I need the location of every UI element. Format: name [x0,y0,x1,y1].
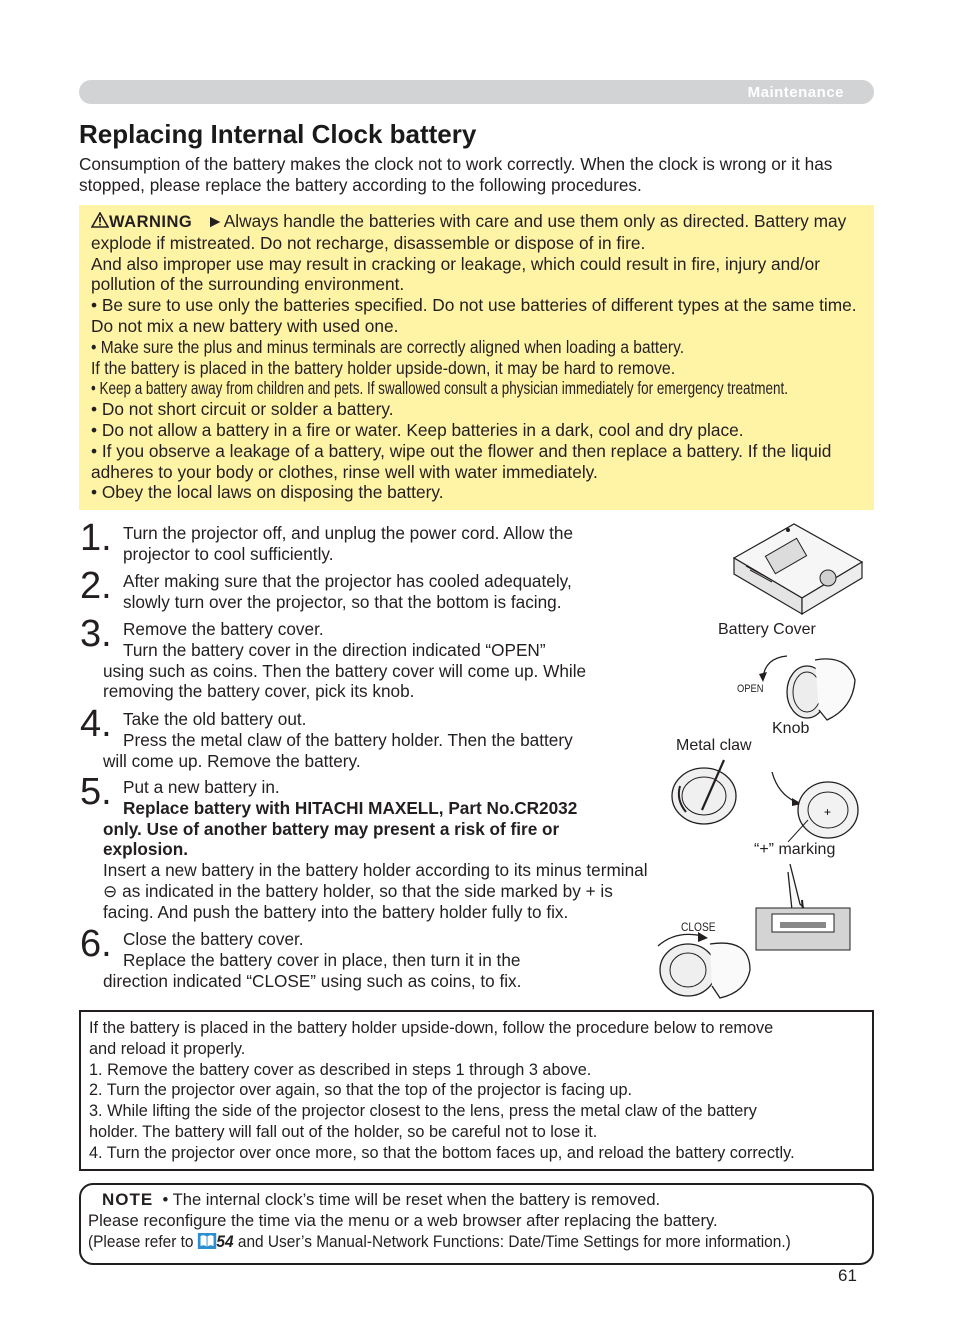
trouble-line-5: 3. While lifting the side of the projector closest to the lens, press the metal claw of the battery [89,1102,757,1121]
step-2-line-1: After making sure that the projector has cooled adequately, [123,571,572,591]
section-label: Maintenance [747,84,844,101]
close-cover-illustration [654,930,756,1000]
metal-claw-illustration [666,756,746,828]
step-4-line-3: will come up. Remove the battery. [103,750,361,771]
warning-text-6: • Keep a battery away from children and pets. If swallowed consult a physician immediately for emergency treatment. [91,378,789,399]
step-5-line-4: facing. And push the battery into the battery holder fully to fix. [103,901,569,922]
step-3-line-3: using such as coins. Then the battery cover will come up. While [103,660,587,681]
step-1-line-2: projector to cool sufficiently. [123,543,334,564]
warning-line-1 [91,211,866,254]
trouble-line-2: and reload it properly. [89,1039,246,1058]
step-6-line-1: Close the battery cover. [123,929,304,949]
intro-paragraph: Consumption of the battery makes the clock not to work correctly. When the clock is wrong or it has stopped, please replace the battery according to the following procedures. [79,154,833,195]
step-5-bold-2: only. Use of another battery may present a risk of fire or [103,818,560,839]
warning-text [91,211,866,503]
step-3-text [103,619,673,702]
trouble-line-6: holder. The battery will fall out of the holder, so be careful not to lose it. [89,1122,598,1141]
trouble-line-7: 4. Turn the projector over once more, so that the bottom faces up, and reload the battery correctly. [89,1143,795,1162]
battery-cover-caption: Battery Cover [718,621,816,638]
step-2-text [103,571,673,613]
minus-terminal-icon: ⊖ [103,880,118,901]
trouble-line-3: 1. Remove the battery cover as described in steps 1 through 3 above. [89,1060,592,1079]
upside-down-battery-box [79,1010,874,1171]
note-line-2: Please reconfigure the time via the menu or a web browser after replacing the battery. [88,1210,718,1230]
warning-triangle-icon [91,212,109,228]
step-number-3: 3. [80,613,112,655]
warning-box [79,205,874,510]
upside-down-battery-text [89,1018,869,1164]
warning-text-8: • Do not allow a battery in a fire or water. Keep batteries in a dark, cool and dry place. [91,419,744,440]
step-6-text [103,929,673,991]
warning-text-9: • If you observe a leakage of a battery, wipe out the flower and then replace a battery. If the liquid adheres to your body or clothes, rinse well with water immediately. [91,440,832,482]
plus-marking-caption: “+” marking [754,841,836,858]
step-5-bold-1: Replace battery with HITACHI MAXELL, Part No.CR2032 [123,797,578,818]
note-line-1: • The internal clock’s time will be reset when the battery is removed. [162,1190,661,1209]
note-text [88,1190,868,1252]
step-number-4: 4. [80,703,112,745]
warning-text-3: • Be sure to use only the batteries specified. Do not use batteries of different types at the same time. Do not mix a new battery with used one. [91,295,857,336]
warning-arrow-icon: ► [206,211,224,231]
warning-text-4: • Make sure the plus and minus terminals are correctly aligned when loading a battery. [91,336,685,357]
trouble-line-4: 2. Turn the projector over again, so that the top of the projector is facing up. [89,1081,633,1100]
warning-text-10: • Obey the local laws on disposing the battery. [91,482,444,503]
step-3-line-2: Turn the battery cover in the direction indicated “OPEN” [123,639,546,660]
step-3-line-1: Remove the battery cover. [123,619,324,639]
plus-marking-illustration [766,770,862,842]
step-number-6: 6. [80,923,112,965]
step-1-line-1: Turn the projector off, and unplug the power cord. Allow the [123,523,574,543]
warning-label: WARNING [109,213,193,231]
page-title: Replacing Internal Clock battery [79,119,477,149]
battery-insert-illustration [752,862,854,954]
warning-text-5: If the battery is placed in the battery holder upside-down, it may be hard to remove. [91,357,676,378]
note-label: NOTE [102,1190,154,1209]
step-number-2: 2. [80,565,112,607]
projector-bottom-illustration [728,518,868,618]
note-line-3b: and User’s Manual-Network Functions: Date/Time Settings for more information.) [233,1231,791,1251]
book-reference-icon [198,1233,217,1249]
note-box [79,1183,874,1265]
step-4-line-1: Take the old battery out. [123,709,307,729]
step-4-text [103,709,673,771]
step-4-line-2: Press the metal claw of the battery holder. Then the battery [123,729,573,750]
metal-claw-caption: Metal claw [676,737,752,754]
step-number-5: 5. [80,771,112,813]
close-label: CLOSE [681,920,716,934]
step-5-line-3: as indicated in the battery holder, so that the side marked by + is [117,880,613,901]
knob-caption: Knob [772,720,810,737]
section-header-bar [79,80,874,104]
trouble-line-1: If the battery is placed in the battery holder upside-down, follow the procedure below to remove [89,1019,774,1037]
warning-text-1: Always handle the batteries with care and use them only as directed. Battery may explode if mistreated. Do not recharge, disassemble or dispose of in fire. [91,211,847,253]
warning-text-2: And also improper use may result in cracking or leakage, which could result in fire, injury and/or pollution of the surrounding environment. [91,253,821,295]
page-number: 61 [838,1266,857,1285]
step-1-text [103,523,673,565]
step-5-bold-3: explosion. [103,839,188,860]
note-line-3a: (Please refer to [88,1231,198,1251]
open-label: OPEN [737,683,764,695]
step-6-line-2: Replace the battery cover in place, then turn it in the [123,949,521,970]
step-6-line-3: direction indicated “CLOSE” using such as coins, to fix. [103,970,522,991]
step-number-1: 1. [80,517,112,559]
plus-symbol: + [824,805,832,819]
page-reference-link[interactable]: 54 [216,1231,234,1251]
warning-text-7: • Do not short circuit or solder a battery. [91,399,394,420]
step-5-text [103,777,693,923]
step-5-line-1: Put a new battery in. [123,777,280,797]
note-line-3 [88,1232,791,1253]
step-2-line-2: slowly turn over the projector, so that the bottom is facing. [123,591,562,612]
step-3-line-4: removing the battery cover, pick its knob. [103,681,415,702]
step-5-line-2: Insert a new battery in the battery holder according to its minus terminal [103,860,648,881]
